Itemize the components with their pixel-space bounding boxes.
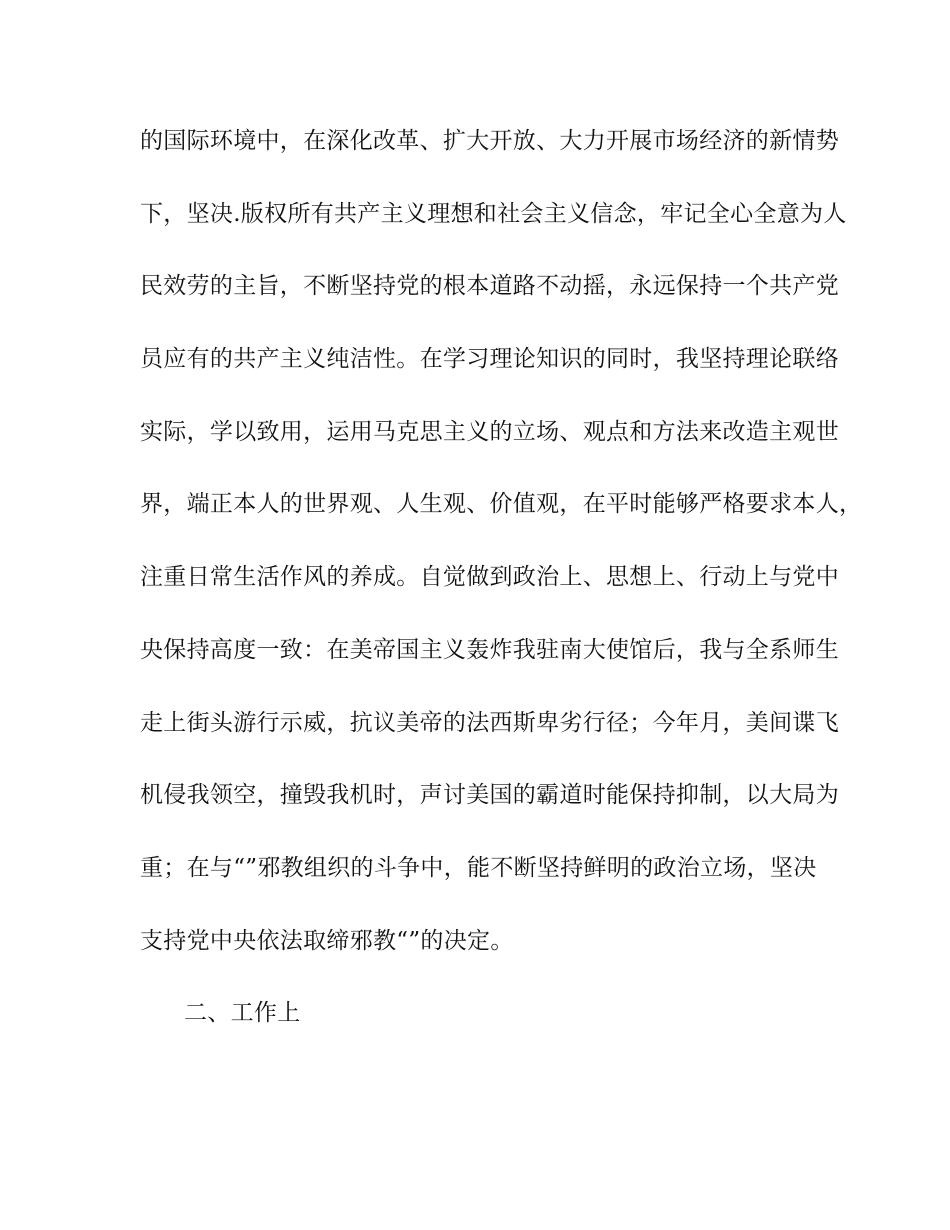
- paragraph-line-10: 机侵我领空，撞毁我机时，声讨美国的霸道时能保持抑制，以大局为: [140, 782, 839, 809]
- document-body: [140, 121, 863, 1066]
- paragraph-line-12: 支持党中央依法取缔邪教“”的决定。: [140, 927, 514, 954]
- paragraph-line-11: 重；在与“”邪教组织的斗争中，能不断坚持鲜明的政治立场，坚决: [140, 854, 817, 881]
- paragraph-line-1: 的国际环境中，在深化改革、扩大开放、大力开展市场经济的新情势: [140, 128, 839, 154]
- paragraph-line-8: 央保持高度一致：在美帝国主义轰炸我驻南大使馆后，我与全系师生: [140, 636, 839, 663]
- paragraph-line-2: 下，坚决.版权所有共产主义理想和社会主义信念，牢记全心全意为人: [140, 200, 847, 227]
- paragraph-line-4: 员应有的共产主义纯洁性。在学习理论知识的同时，我坚持理论联络: [140, 346, 839, 373]
- section-heading: 二、工作上: [184, 1000, 301, 1027]
- paragraph-line-9: 走上街头游行示威，抗议美帝的法西斯卑劣行径；今年月，美间谍飞: [140, 709, 839, 736]
- paragraph-line-6: 界，端正本人的世界观、人生观、价值观，在平时能够严格要求本人，: [140, 491, 863, 518]
- paragraph-line-3: 民效劳的主旨，不断坚持党的根本道路不动摇，永远保持一个共产党: [140, 273, 839, 300]
- paragraph-line-7: 注重日常生活作风的养成。自觉做到政治上、思想上、行动上与党中: [140, 564, 839, 591]
- paragraph-line-5: 实际，学以致用，运用马克思主义的立场、观点和方法来改造主观世: [140, 418, 839, 445]
